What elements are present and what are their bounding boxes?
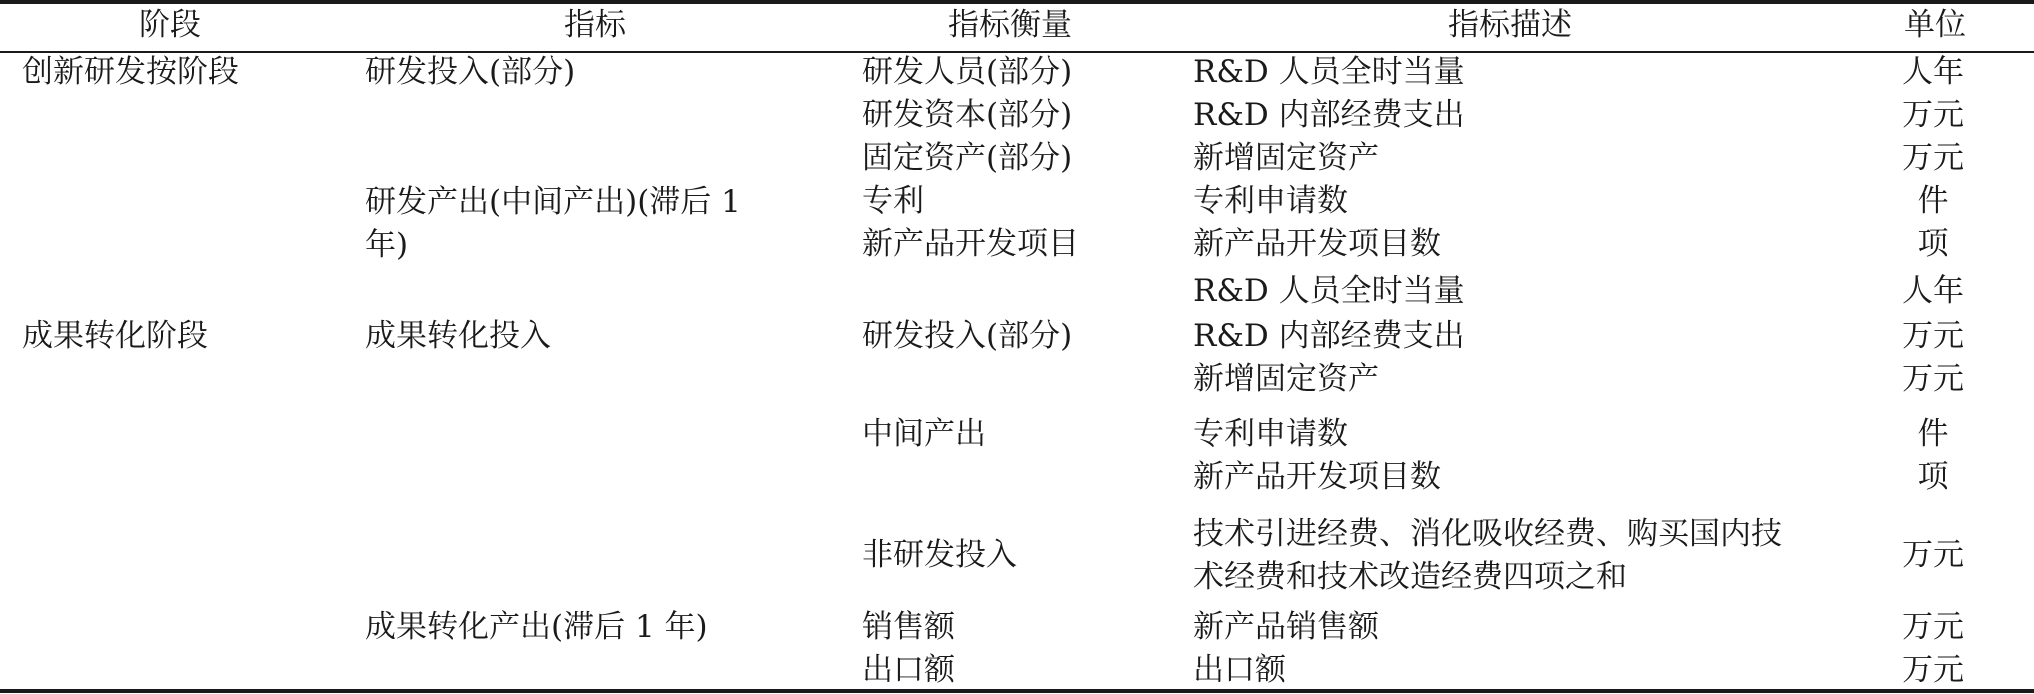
indicator-conversion-output: 成果转化产出(滞后 1 年)	[365, 609, 708, 645]
header-description: 指标描述	[1448, 7, 1572, 43]
unit-r13: 万元	[1902, 652, 1964, 688]
desc-patent-applications-2: 专利申请数	[1193, 416, 1348, 452]
unit-r12: 万元	[1902, 609, 1964, 645]
desc-new-product-projects-2: 新产品开发项目数	[1193, 459, 1441, 495]
desc-rd-expenditure-2: R&D 内部经费支出	[1193, 318, 1465, 354]
desc-new-product-projects: 新产品开发项目数	[1193, 226, 1441, 262]
header-stage: 阶段	[139, 7, 201, 43]
stage-rd: 创新研发按阶段	[22, 54, 239, 90]
desc-exports: 出口额	[1193, 652, 1286, 688]
desc-non-rd-line2: 术经费和技术改造经费四项之和	[1193, 559, 1627, 595]
indicator-rd-input: 研发投入(部分)	[365, 54, 576, 90]
indicator-rd-output-line1: 研发产出(中间产出)(滞后 1	[365, 184, 741, 220]
header-unit: 单位	[1904, 7, 1966, 43]
unit-r7: 万元	[1902, 318, 1964, 354]
measure-exports: 出口额	[862, 652, 955, 688]
unit-r11: 万元	[1902, 537, 1964, 573]
measure-rd-input: 研发投入(部分)	[862, 318, 1073, 354]
measure-rd-capital: 研发资本(部分)	[862, 97, 1073, 133]
unit-r6: 人年	[1902, 273, 1964, 309]
desc-rd-fte: R&D 人员全时当量	[1193, 54, 1465, 90]
unit-r1: 人年	[1902, 54, 1964, 90]
measure-intermediate-output: 中间产出	[862, 416, 986, 452]
unit-r5: 项	[1917, 226, 1949, 262]
unit-r3: 万元	[1902, 140, 1964, 176]
desc-non-rd-line1: 技术引进经费、消化吸收经费、购买国内技	[1193, 516, 1782, 552]
measure-patent: 专利	[862, 183, 924, 219]
unit-r8: 万元	[1902, 361, 1964, 397]
unit-r10: 项	[1917, 459, 1949, 495]
header-indicator: 指标	[564, 7, 626, 43]
desc-new-product-sales: 新产品销售额	[1193, 609, 1379, 645]
indicator-conversion-input: 成果转化投入	[365, 318, 551, 354]
desc-rd-fte-2: R&D 人员全时当量	[1193, 273, 1465, 309]
measure-new-product: 新产品开发项目	[862, 226, 1079, 262]
desc-rd-expenditure: R&D 内部经费支出	[1193, 97, 1465, 133]
desc-new-fixed-assets: 新增固定资产	[1193, 140, 1379, 176]
desc-patent-applications: 专利申请数	[1193, 183, 1348, 219]
desc-new-fixed-assets-2: 新增固定资产	[1193, 361, 1379, 397]
measure-rd-staff: 研发人员(部分)	[862, 54, 1073, 90]
measure-fixed-assets: 固定资产(部分)	[862, 140, 1073, 176]
table-bottom-rule	[0, 689, 2034, 693]
stage-conversion: 成果转化阶段	[22, 318, 208, 354]
measure-non-rd-input: 非研发投入	[862, 537, 1017, 573]
unit-r9: 件	[1917, 416, 1949, 452]
unit-r4: 件	[1917, 183, 1949, 219]
unit-r2: 万元	[1902, 97, 1964, 133]
measure-sales: 销售额	[862, 609, 955, 645]
header-measure: 指标衡量	[948, 7, 1072, 43]
indicator-rd-output-line2: 年)	[365, 227, 409, 263]
